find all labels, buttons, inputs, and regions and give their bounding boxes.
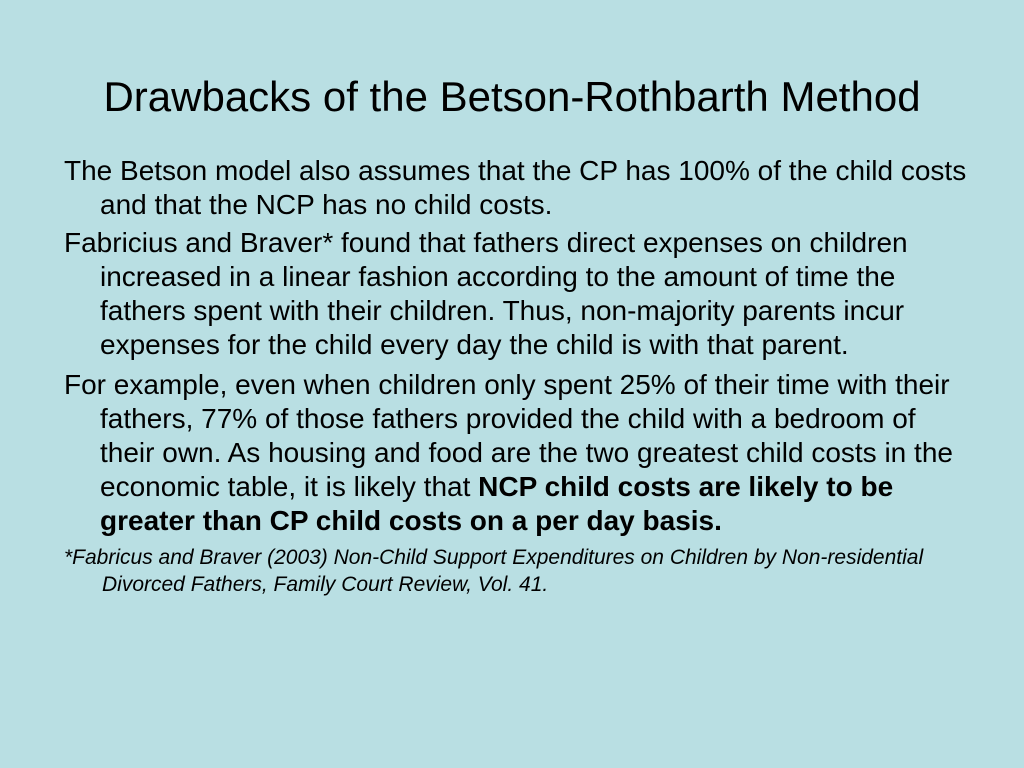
- paragraph-betson-assumption: The Betson model also assumes that the CP has 100% of the child costs and that the NCP has no child costs.: [64, 155, 967, 220]
- paragraph-fabricius-braver-finding: Fabricius and Braver* found that fathers direct expenses on children increased in a linear fashion according to the amount of time the fathers spent with their children. Thus, non-majority parents incur expenses for the child every day the child is with that parent.: [64, 227, 908, 360]
- example-emphasis: NCP child costs are likely to be greater than CP child costs on a per day basis.: [100, 471, 894, 536]
- slide-body: [64, 154, 974, 598]
- paragraph-example: [64, 368, 974, 538]
- slide-title: Drawbacks of the Betson-Rothbarth Method: [103, 73, 921, 120]
- example-text: For example, even when children only spent 25% of their time with their fathers, 77% of those fathers provided the child with a bedroom of their own. As housing and food are the two greatest child costs in the economic table, it is likely that: [64, 369, 953, 502]
- footnote: *Fabricus and Braver (2003) Non-Child Support Expenditures on Children by Non-residential Divorced Fathers, Family Court Review, Vol. 41.: [64, 546, 924, 596]
